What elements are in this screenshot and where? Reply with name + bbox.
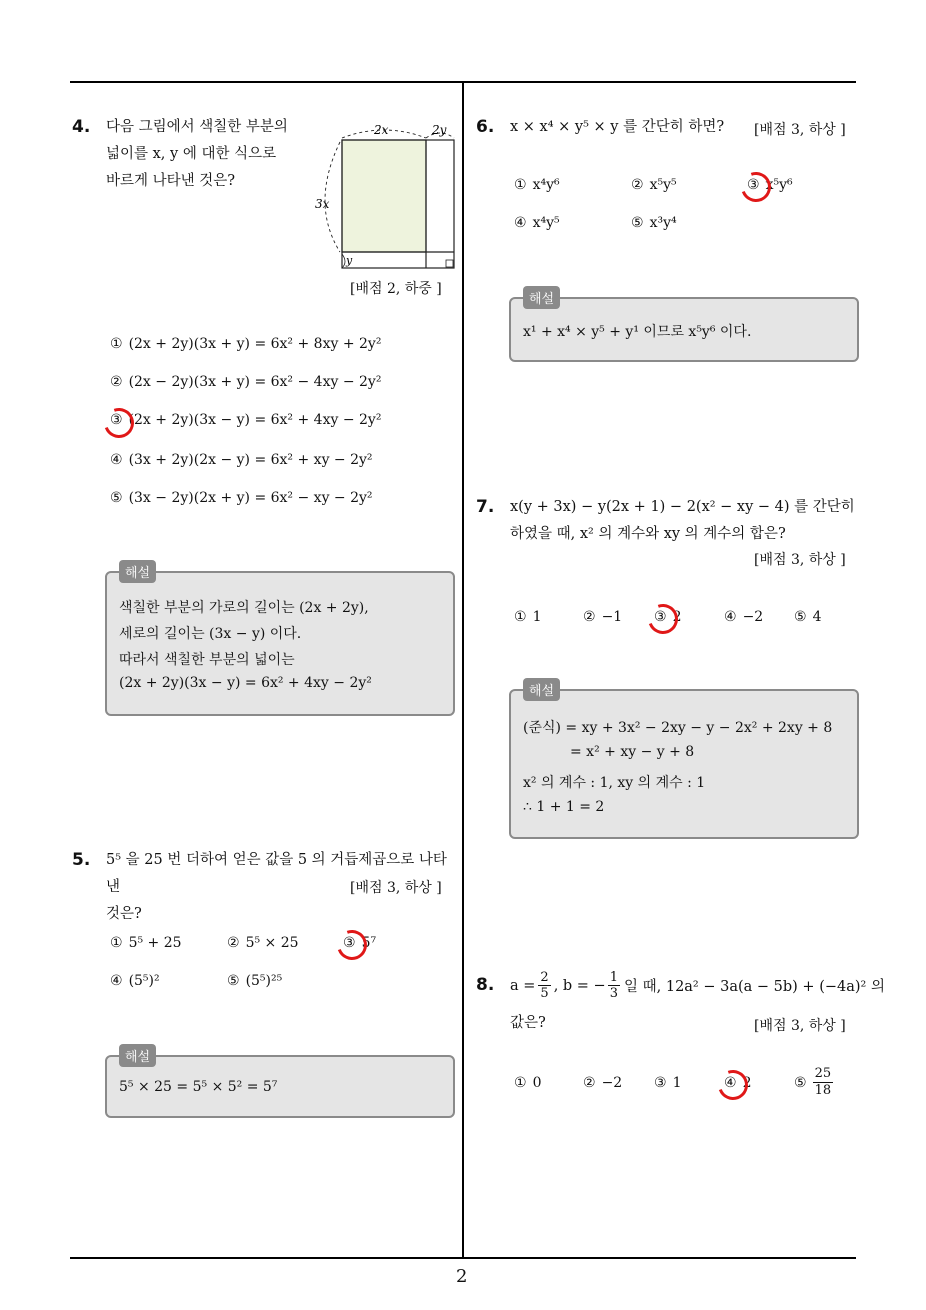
q5-solution-tag: 해설 [119,1044,156,1067]
q6-number: 6. [476,117,495,137]
q4-question [106,114,316,195]
q4-choice-5[interactable]: ⑤ (3x − 2y)(2x + y) = 6x² − xy − 2y² [110,490,373,506]
q5-choice-5[interactable]: ⑤ (5⁵)²⁵ [227,973,283,989]
q7-choice-4[interactable]: ④ −2 [724,609,764,625]
q6-choice-4[interactable]: ④ x⁴y⁵ [514,215,560,231]
q8-choice-2[interactable]: ② −2 [583,1075,623,1091]
q8-score: [배점 3, 하상 ] [754,1018,846,1034]
q8-choice-1[interactable]: ① 0 [514,1075,542,1091]
q5-solution-box [105,1050,455,1118]
q8-text-b: , b = − [553,977,606,994]
q4-line: 넓이를 x, y 에 대한 식으로 [106,146,277,162]
q4-choice-4[interactable]: ④ (3x + 2y)(2x − y) = 6x² + xy − 2y² [110,452,373,468]
q5-line: 것은? [106,906,142,922]
bottom-rule [70,1257,856,1259]
q4-solution-line: (2x + 2y)(3x − y) = 6x² + 4xy − 2y² [119,675,372,691]
q7-solution-box [509,684,859,839]
q4-choice-1[interactable]: ① (2x + 2y)(3x + y) = 6x² + 8xy + 2y² [110,336,382,352]
q7-question [510,494,860,548]
q4-label-top: 2x [374,123,389,137]
q6-choice-5[interactable]: ⑤ x³y⁴ [631,215,677,231]
q7-choice-3[interactable]: ③ 2 [654,609,682,625]
q4-score: [배점 2, 하중 ] [350,281,442,297]
q8-number: 8. [476,975,495,995]
q4-shaded-region [342,140,426,252]
q8-text-c: 일 때, 12a² − 3a(a − 5b) + (−4a)² 의 [624,979,885,995]
page-number: 2 [456,1266,468,1287]
q5-number: 5. [72,850,91,870]
q8-question [510,970,885,1001]
q4-label-left: 3x [315,197,330,211]
q5-choice-2[interactable]: ② 5⁵ × 25 [227,935,299,951]
q7-solution-line: = x² + xy − y + 8 [570,744,695,760]
q4-label-top-right: 2y [432,123,447,137]
q5-solution-line: 5⁵ × 25 = 5⁵ × 5² = 5⁷ [119,1079,278,1095]
q4-line: 다음 그림에서 색칠한 부분의 [106,119,288,135]
q5-score: [배점 3, 하상 ] [350,880,442,896]
q6-choice-1[interactable]: ① x⁴y⁶ [514,177,560,193]
q5-answer-mark [332,925,372,965]
q5-choice-1[interactable]: ① 5⁵ + 25 [110,935,182,951]
q6-solution-line: x¹ + x⁴ × y⁵ + y¹ 이므로 x⁵y⁶ 이다. [523,324,752,340]
q4-solution-line: 세로의 길이는 (3x − y) 이다. [119,626,302,642]
q4-line: 바르게 나타낸 것은? [106,173,236,189]
q7-choice-1[interactable]: ① 1 [514,609,542,625]
q6-score: [배점 3, 하상 ] [754,122,846,138]
q6-answer-mark [736,167,776,207]
q8-frac-a: $\frac{2}{5}$ [540,970,549,1001]
q4-choice-3[interactable]: ③ (2x + 2y)(3x − y) = 6x² + 4xy − 2y² [110,412,382,428]
q5-choice-3[interactable]: ③ 5⁷ [343,935,377,951]
q7-line: 하였을 때, x² 의 계수와 xy 의 계수의 합은? [510,526,786,542]
q8-choice-3[interactable]: ③ 1 [654,1075,682,1091]
q7-solution-line: x² 의 계수 : 1, xy 의 계수 : 1 [523,775,706,791]
q7-choice-5[interactable]: ⑤ 4 [794,609,822,625]
q4-choice-2[interactable]: ② (2x − 2y)(3x + y) = 6x² − 4xy − 2y² [110,374,382,390]
q8-choice-4[interactable]: ④ 2 [724,1075,752,1091]
q5-line: 5⁵ 을 25 번 더하여 얻은 값을 5 의 거듭제곱으로 나타낸 [106,852,447,895]
q7-line: x(y + 3x) − y(2x + 1) − 2(x² − xy − 4) 를 간단히 [510,499,855,515]
q8-text-a: a = [510,977,536,994]
q4-solution-tag: 해설 [119,560,156,583]
q7-answer-mark [643,599,683,639]
q6-solution-tag: 해설 [523,286,560,309]
q8-frac-b: $\frac{1}{3}$ [609,970,618,1001]
q4-figure [308,118,458,270]
q7-score: [배점 3, 하상 ] [754,552,846,568]
column-divider [462,82,464,1259]
q6-choice-2[interactable]: ② x⁵y⁵ [631,177,677,193]
q8-line2: 값은? [510,1015,546,1031]
q8-choice5-frac: 25 18 [814,1066,832,1098]
q4-number: 4. [72,117,91,137]
q6-choice-3[interactable]: ③ x⁵y⁶ [747,177,793,193]
q7-solution-line: (준식) = xy + 3x² − 2xy − y − 2x² + 2xy + 8 [523,720,833,736]
q7-solution-line: ∴ 1 + 1 = 2 [523,799,605,815]
q4-solution-box [105,566,455,716]
q4-solution-line: 색칠한 부분의 가로의 길이는 (2x + 2y), [119,600,369,616]
q7-solution-tag: 해설 [523,678,560,701]
q5-choice-4[interactable]: ④ (5⁵)² [110,973,160,989]
q7-choice-2[interactable]: ② −1 [583,609,623,625]
q6-solution-box [509,292,859,362]
q6-question: x × x⁴ × y⁵ × y 를 간단히 하면? [510,119,725,135]
q4-answer-mark [99,403,139,443]
q7-number: 7. [476,497,495,517]
q8-answer-mark [713,1065,753,1105]
q4-solution-line: 따라서 색칠한 부분의 넓이는 [119,652,295,668]
q8-choice-5[interactable]: ⑤ 25 18 [794,1066,832,1098]
q4-label-bottom: y [346,254,353,267]
